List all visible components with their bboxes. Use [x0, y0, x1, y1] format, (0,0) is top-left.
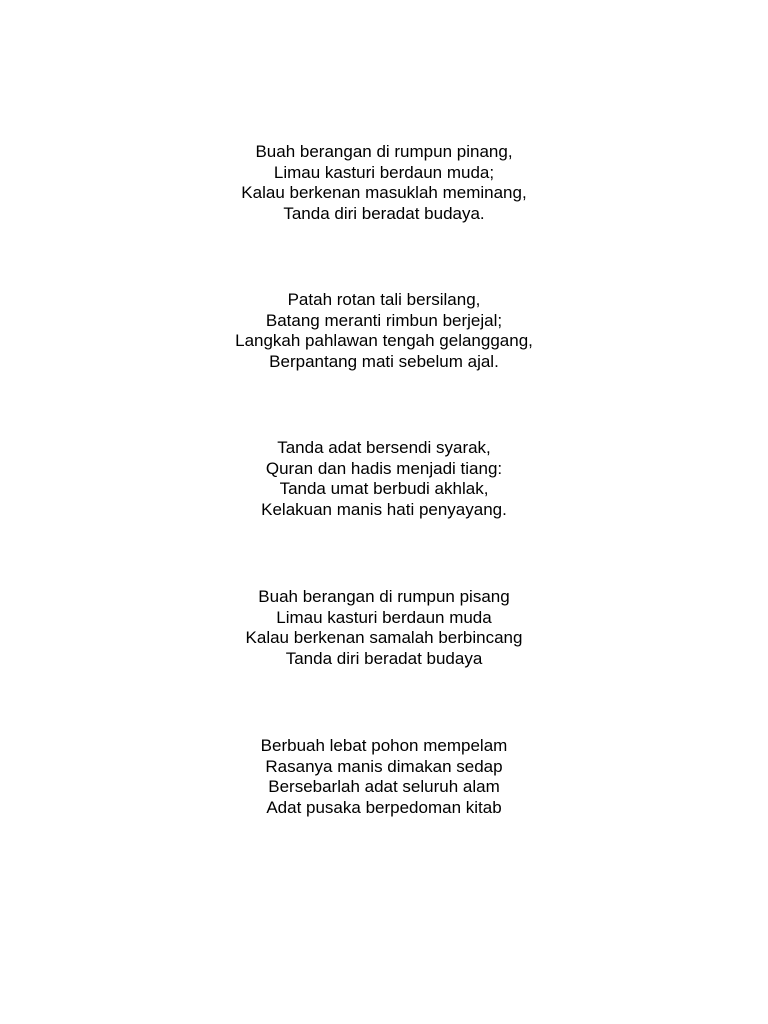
stanza-line: Adat pusaka berpedoman kitab — [266, 797, 502, 817]
stanza-line: Tanda umat berbudi akhlak, — [279, 479, 489, 498]
stanza-line: Rasanya manis dimakan sedap — [265, 756, 503, 776]
stanza-line: Batang meranti rimbun berjejal; — [265, 310, 503, 330]
pantun-stanza-3 — [0, 438, 768, 520]
pantun-stanza-5 — [0, 736, 768, 818]
pantun-stanza-4 — [0, 587, 768, 669]
stanza-line: Bersebarlah adat seluruh alam — [268, 777, 500, 796]
stanza-line: Patah rotan tali bersilang, — [287, 290, 481, 309]
stanza-line: Limau kasturi berdaun muda — [276, 607, 492, 627]
stanza-line: Kelakuan manis hati penyayang. — [261, 499, 507, 519]
stanza-line: Tanda diri beradat budaya — [285, 648, 483, 668]
stanza-line: Kalau berkenan samalah berbincang — [245, 628, 523, 647]
stanza-line: Quran dan hadis menjadi tiang: — [265, 458, 503, 478]
stanza-line: Kalau berkenan masuklah meminang, — [241, 183, 527, 202]
stanza-line: Tanda adat bersendi syarak, — [277, 438, 491, 457]
pantun-stanza-2 — [0, 290, 768, 372]
stanza-line: Tanda diri beradat budaya. — [283, 203, 485, 223]
pantun-stanza-1 — [0, 142, 768, 224]
stanza-line: Buah berangan di rumpun pisang — [258, 587, 510, 606]
stanza-line: Langkah pahlawan tengah gelanggang, — [235, 331, 533, 350]
stanza-line: Limau kasturi berdaun muda; — [273, 162, 495, 182]
stanza-line: Berpantang mati sebelum ajal. — [269, 351, 499, 371]
stanza-line: Berbuah lebat pohon mempelam — [260, 736, 508, 755]
stanza-line: Buah berangan di rumpun pinang, — [255, 142, 513, 161]
